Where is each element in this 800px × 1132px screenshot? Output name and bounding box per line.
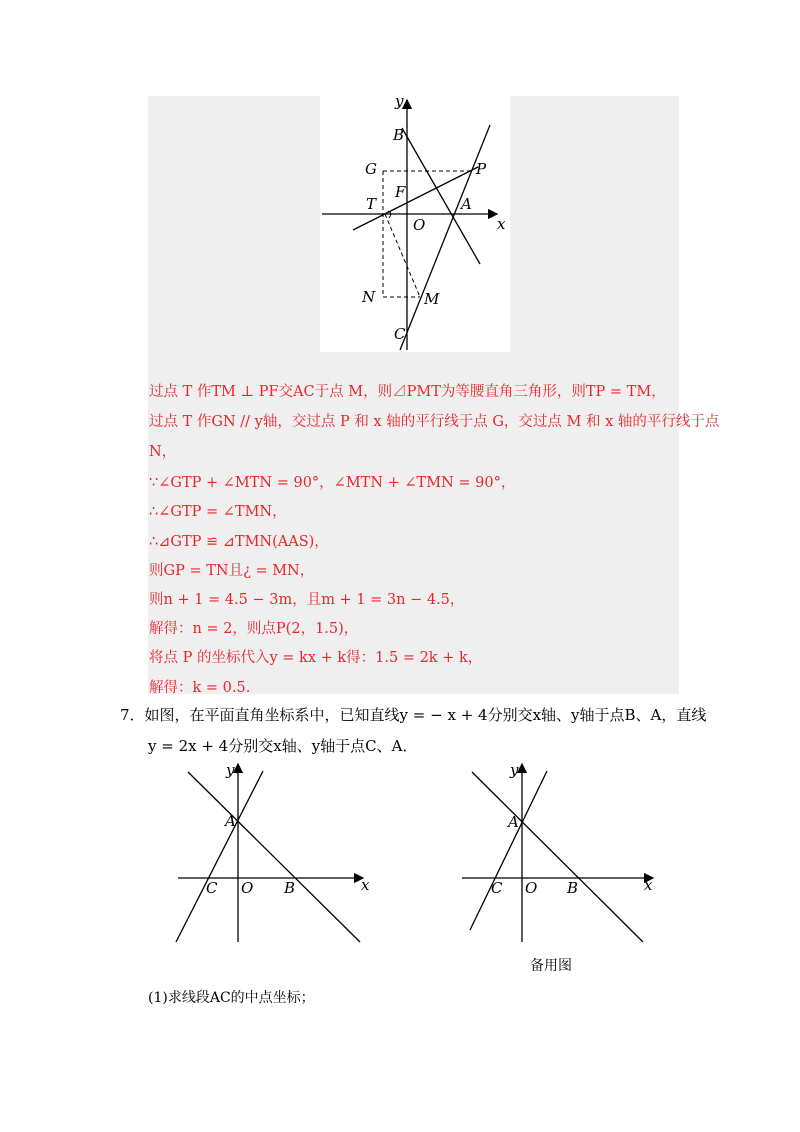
left-figure — [176, 761, 370, 942]
label-M: M — [424, 290, 440, 308]
solution-line-10: 将点 P 的坐标代入y = kx + k得：1.5 = 2k + k， — [149, 650, 483, 666]
label-B: B — [393, 126, 405, 144]
solution-line-2: 过点 T 作GN // y轴，交过点 P 和 x 轴的平行线于点 G，交过点 M 和 x 轴的平行线于点 — [149, 414, 720, 430]
solution-line-8: 则n + 1 = 4.5 − 3m，且m + 1 = 3n − 4.5， — [149, 592, 465, 608]
left-line-AB — [188, 772, 360, 942]
left-label-y: y — [226, 761, 235, 779]
question-line-2: y = 2x + 4分别交x轴、y轴于点C、A． — [148, 737, 418, 755]
right-figure — [462, 761, 653, 942]
solution-line-11: 解得：k = 0.5. — [149, 680, 251, 696]
right-label-y: y — [510, 761, 519, 779]
label-P: P — [476, 160, 487, 178]
solution-line-4: ∵∠GTP + ∠MTN = 90°，∠MTN + ∠TMN = 90°， — [149, 475, 516, 491]
label-x: x — [497, 215, 506, 233]
label-C: C — [394, 325, 406, 343]
backup-figure-caption: 备用图 — [530, 958, 572, 974]
solution-line-3: N， — [149, 444, 177, 460]
right-label-x: x — [644, 876, 653, 894]
right-label-C: C — [491, 879, 503, 897]
solution-figure — [0, 0, 800, 360]
left-label-A: A — [225, 812, 236, 830]
solution-line-6: ∴⊿GTP ≌ ⊿TMN(AAS)， — [149, 534, 329, 550]
label-A: A — [461, 195, 472, 213]
label-y: y — [395, 92, 404, 110]
right-label-O: O — [525, 879, 538, 897]
question-line-1: 7．如图，在平面直角坐标系中，已知直线y = − x + 4分别交x轴、y轴于点B、A，直线 — [120, 706, 707, 724]
label-O: O — [413, 216, 426, 234]
solution-line-1: 过点 T 作TM ⊥ PF交AC于点 M，则⊿PMT为等腰直角三角形，则TP = TM， — [149, 384, 666, 400]
right-line-AB — [472, 772, 643, 942]
solution-line-7: 则GP = TN且¿ = MN， — [149, 563, 315, 579]
left-label-x: x — [361, 876, 370, 894]
right-line-AC — [470, 771, 547, 930]
label-N: N — [362, 288, 376, 306]
left-line-AC — [176, 771, 263, 942]
solution-line-9: 解得：n = 2，则点P(2，1.5)， — [149, 621, 359, 637]
left-label-O: O — [241, 879, 254, 897]
right-label-A: A — [508, 813, 519, 831]
line-CP — [400, 125, 490, 350]
label-G: G — [365, 160, 377, 178]
question-figures — [0, 750, 800, 960]
left-label-C: C — [206, 879, 218, 897]
solution-line-5: ∴∠GTP = ∠TMN， — [149, 504, 287, 520]
label-T: T — [366, 195, 377, 213]
label-F: F — [395, 183, 406, 201]
left-label-B: B — [284, 879, 296, 897]
sub-question-1: (1)求线段AC的中点坐标； — [148, 990, 315, 1006]
right-label-B: B — [567, 879, 579, 897]
